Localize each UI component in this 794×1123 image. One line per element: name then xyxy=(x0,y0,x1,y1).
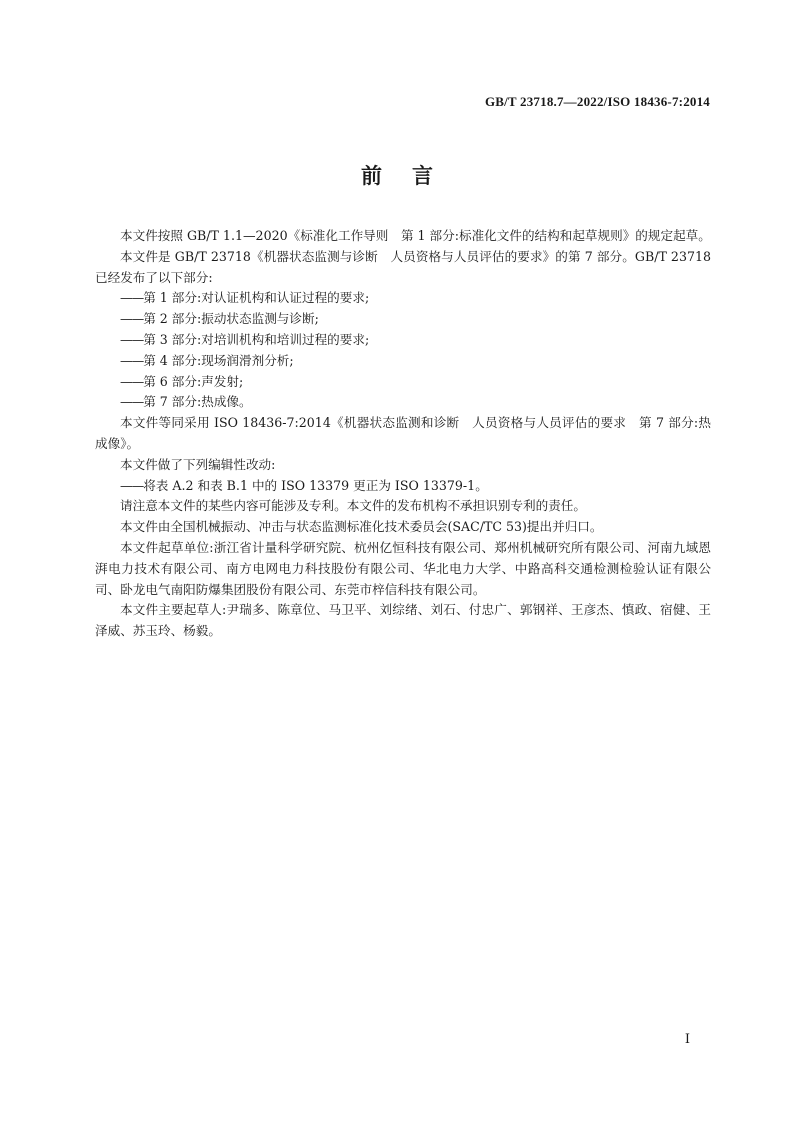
list-item-text: 第 4 部分:现场润滑剂分析; xyxy=(143,352,294,368)
list-item xyxy=(95,288,711,309)
foreword-body xyxy=(95,226,711,642)
list-item xyxy=(95,330,711,351)
list-item-text: 将表 A.2 和表 B.1 中的 ISO 13379 更正为 ISO 13379-1。 xyxy=(143,477,488,493)
standard-code-header: GB/T 23718.7—2022/ISO 18436-7:2014 xyxy=(484,94,710,109)
list-dash: —— xyxy=(120,477,144,493)
paragraph-drafters: 本文件主要起草人:尹瑞多、陈章位、马卫平、刘综绪、刘石、付忠广、郭钢祥、王彦杰、慎政、宿健、王泽威、苏玉玲、杨毅。 xyxy=(95,602,711,639)
list-dash: —— xyxy=(120,373,144,389)
list-item xyxy=(95,476,711,497)
list-dash: —— xyxy=(120,352,144,368)
list-item xyxy=(95,372,711,393)
list-item-text: 第 2 部分:振动状态监测与诊断; xyxy=(143,311,319,327)
list-dash: —— xyxy=(120,290,144,306)
list-item-text: 第 1 部分:对认证机构和认证过程的要求; xyxy=(143,290,370,306)
list-item-text: 第 6 部分:声发射; xyxy=(143,373,244,389)
list-dash: —— xyxy=(120,394,144,410)
paragraph-editorial-changes: 本文件做了下列编辑性改动: xyxy=(120,456,276,472)
paragraph-drafting-units: 本文件起草单位:浙江省计量科学研究院、杭州亿恒科技有限公司、郑州机械研究所有限公司、河南九域恩湃电力技术有限公司、南方电网电力科技股份有限公司、华北电力大学、中路高科交通检测检验认证有限公司、卧龙电气南阳防爆集团股份有限公司、东莞市梓信科技有限公司。 xyxy=(95,539,711,597)
paragraph-committee: 本文件由全国机械振动、冲击与状态监测标准化技术委员会(SAC/TC 53)提出并归口。 xyxy=(120,519,603,535)
page-title: 前言 xyxy=(361,164,463,188)
list-item-text: 第 7 部分:热成像。 xyxy=(143,394,252,410)
list-item xyxy=(95,392,711,413)
parts-list xyxy=(95,288,711,413)
list-dash: —— xyxy=(120,331,144,347)
paragraph-drafting-rules: 本文件按照 GB/T 1.1—2020《标准化工作导则 第 1 部分:标准化文件的结构和起草规则》的规定起草。 xyxy=(120,228,711,243)
paragraph-series-intro: 本文件是 GB/T 23718《机器状态监测与诊断 人员资格与人员评估的要求》的第 7 部分。GB/T 23718 已经发布了以下部分: xyxy=(95,248,711,285)
list-item-text: 第 3 部分:对培训机构和培训过程的要求; xyxy=(143,331,370,347)
list-item xyxy=(95,309,711,330)
paragraph-patent-notice: 请注意本文件的某些内容可能涉及专利。本文件的发布机构不承担识别专利的责任。 xyxy=(120,498,586,514)
page-number: I xyxy=(684,1032,690,1047)
edits-list xyxy=(95,476,711,497)
list-dash: —— xyxy=(120,311,144,327)
paragraph-iso-equivalence: 本文件等同采用 ISO 18436-7:2014《机器状态监测和诊断 人员资格与人员评估的要求 第 7 部分:热成像》。 xyxy=(95,415,711,451)
list-item xyxy=(95,351,711,372)
